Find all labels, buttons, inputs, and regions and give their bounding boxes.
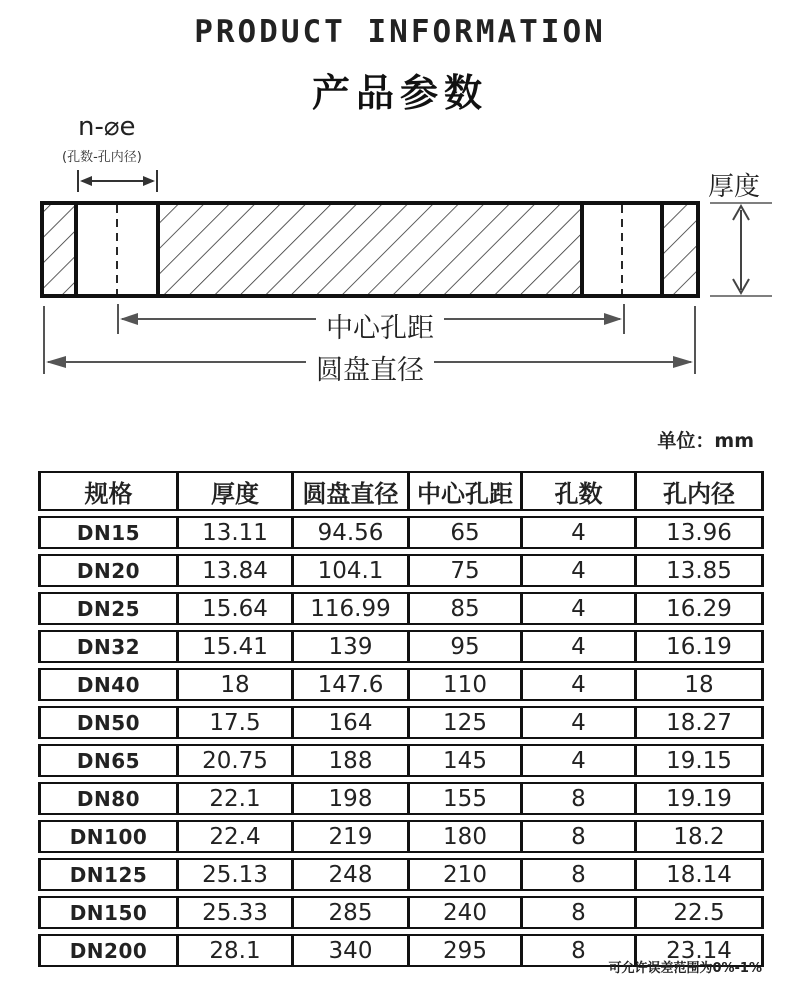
cell-spec: DN200 [38, 934, 176, 967]
col-header-disc-diameter: 圆盘直径 [291, 471, 407, 511]
cell-disc-diameter: 104.1 [291, 554, 407, 587]
cell-disc-diameter: 164 [291, 706, 407, 739]
page-title-cn: 产品参数 [311, 71, 488, 115]
cell-hole-diameter: 16.19 [634, 630, 764, 663]
table-row [38, 896, 764, 929]
cell-hole-count: 8 [520, 934, 634, 967]
cell-thickness: 28.1 [176, 934, 291, 967]
center-distance-label: 中心孔距 [316, 313, 444, 344]
cell-spec: DN150 [38, 896, 176, 929]
table-header-row [38, 471, 764, 511]
col-header-center-distance: 中心孔距 [407, 471, 520, 511]
col-header-thickness: 厚度 [176, 471, 291, 511]
cell-hole-count: 8 [520, 782, 634, 815]
cell-thickness: 25.33 [176, 896, 291, 929]
hole-spec-note: (孔数-孔内径) [62, 150, 142, 165]
hole-spec-label: n-⌀e [78, 112, 136, 142]
cell-hole-diameter: 18.2 [634, 820, 764, 853]
table-row [38, 744, 764, 777]
cell-hole-diameter: 13.96 [634, 516, 764, 549]
cell-center-distance: 180 [407, 820, 520, 853]
cell-thickness: 15.41 [176, 630, 291, 663]
table-row [38, 706, 764, 739]
cell-hole-diameter: 18 [634, 668, 764, 701]
cell-spec: DN125 [38, 858, 176, 891]
cell-hole-count: 4 [520, 554, 634, 587]
cell-spec: DN25 [38, 592, 176, 625]
table-row [38, 668, 764, 701]
cell-disc-diameter: 94.56 [291, 516, 407, 549]
cell-disc-diameter: 219 [291, 820, 407, 853]
cell-hole-diameter: 19.19 [634, 782, 764, 815]
cell-hole-count: 4 [520, 630, 634, 663]
cell-disc-diameter: 147.6 [291, 668, 407, 701]
cell-spec: DN15 [38, 516, 176, 549]
col-header-hole-diameter: 孔内径 [634, 471, 764, 511]
cell-center-distance: 125 [407, 706, 520, 739]
table-row [38, 858, 764, 891]
cell-thickness: 13.84 [176, 554, 291, 587]
col-header-hole-count: 孔数 [520, 471, 634, 511]
cell-spec: DN20 [38, 554, 176, 587]
table-row [38, 820, 764, 853]
table-row [38, 516, 764, 549]
cell-hole-diameter: 16.29 [634, 592, 764, 625]
cell-hole-count: 4 [520, 744, 634, 777]
cell-hole-count: 4 [520, 668, 634, 701]
cell-center-distance: 295 [407, 934, 520, 967]
cell-hole-count: 4 [520, 706, 634, 739]
cell-thickness: 18 [176, 668, 291, 701]
cell-hole-diameter: 22.5 [634, 896, 764, 929]
cell-thickness: 25.13 [176, 858, 291, 891]
spec-table [38, 466, 764, 972]
disc-diameter-label: 圆盘直径 [306, 355, 434, 386]
cell-thickness: 15.64 [176, 592, 291, 625]
table-row [38, 630, 764, 663]
tolerance-note: 可允许误差范围为0%-1% [608, 961, 762, 976]
cell-disc-diameter: 116.99 [291, 592, 407, 625]
thickness-label: 厚度 [708, 172, 761, 202]
cell-center-distance: 65 [407, 516, 520, 549]
table-row [38, 592, 764, 625]
cell-spec: DN80 [38, 782, 176, 815]
cell-spec: DN50 [38, 706, 176, 739]
cell-hole-count: 8 [520, 896, 634, 929]
cell-center-distance: 110 [407, 668, 520, 701]
cell-center-distance: 210 [407, 858, 520, 891]
cell-disc-diameter: 188 [291, 744, 407, 777]
cell-hole-diameter: 23.14 [634, 934, 764, 967]
cell-disc-diameter: 285 [291, 896, 407, 929]
cell-center-distance: 95 [407, 630, 520, 663]
page-title-en: PRODUCT INFORMATION [194, 14, 606, 50]
cell-hole-diameter: 18.27 [634, 706, 764, 739]
cell-hole-count: 4 [520, 516, 634, 549]
flange-section-center [158, 203, 582, 296]
cell-disc-diameter: 248 [291, 858, 407, 891]
cell-disc-diameter: 198 [291, 782, 407, 815]
cell-hole-diameter: 13.85 [634, 554, 764, 587]
cell-hole-diameter: 18.14 [634, 858, 764, 891]
cell-thickness: 17.5 [176, 706, 291, 739]
cell-disc-diameter: 139 [291, 630, 407, 663]
cell-spec: DN100 [38, 820, 176, 853]
unit-label: 单位：mm [657, 430, 754, 452]
col-header-spec: 规格 [38, 471, 176, 511]
table-row [38, 554, 764, 587]
cell-hole-count: 8 [520, 820, 634, 853]
cell-thickness: 20.75 [176, 744, 291, 777]
center-distance-label-wrap [0, 306, 760, 345]
cell-center-distance: 85 [407, 592, 520, 625]
cell-center-distance: 145 [407, 744, 520, 777]
table-row [38, 782, 764, 815]
cell-hole-count: 4 [520, 592, 634, 625]
disc-diameter-label-wrap [0, 348, 740, 387]
cell-center-distance: 155 [407, 782, 520, 815]
flange-section-right [662, 203, 698, 296]
cell-hole-count: 8 [520, 858, 634, 891]
flange-section-left [42, 203, 76, 296]
cell-hole-diameter: 19.15 [634, 744, 764, 777]
cell-thickness: 13.11 [176, 516, 291, 549]
cell-thickness: 22.1 [176, 782, 291, 815]
cell-spec: DN65 [38, 744, 176, 777]
cell-center-distance: 240 [407, 896, 520, 929]
cell-center-distance: 75 [407, 554, 520, 587]
cell-disc-diameter: 340 [291, 934, 407, 967]
cell-spec: DN32 [38, 630, 176, 663]
cell-thickness: 22.4 [176, 820, 291, 853]
cell-spec: DN40 [38, 668, 176, 701]
